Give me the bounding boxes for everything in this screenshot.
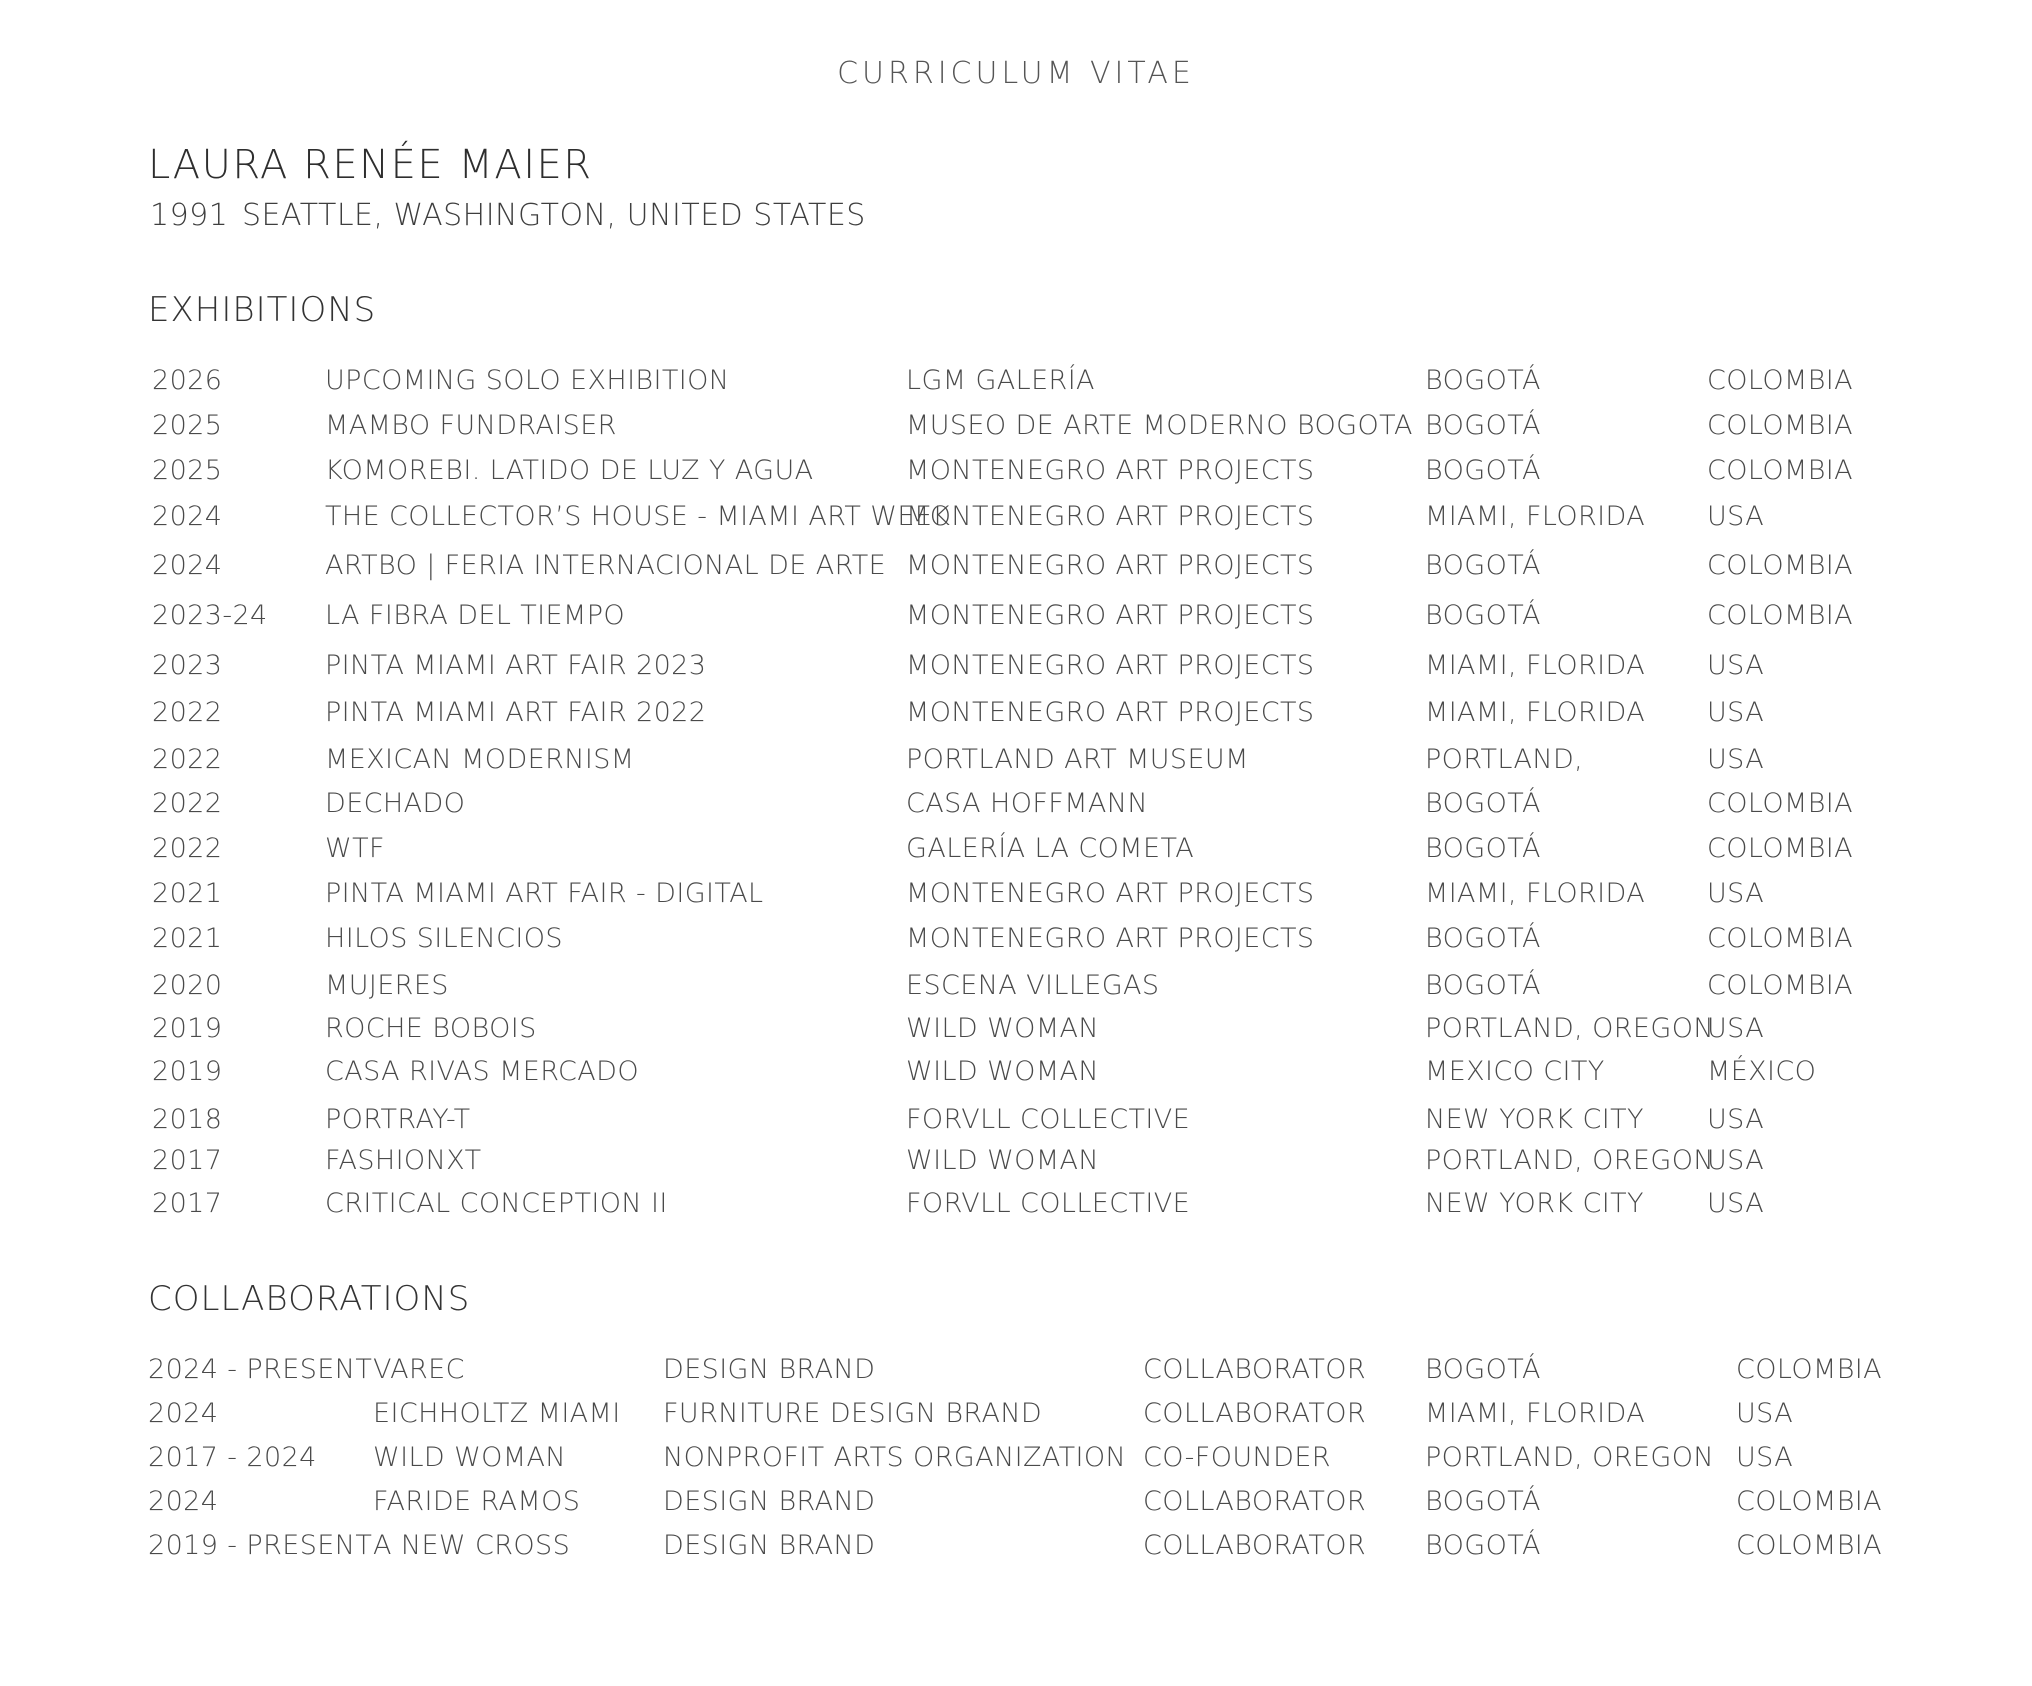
- collaboration-country: USA: [1736, 1398, 1794, 1429]
- exhibitions-heading: EXHIBITIONS: [148, 290, 377, 330]
- collaboration-row: [0, 1482, 2032, 1522]
- artist-name: LAURA RENÉE MAIER: [148, 142, 593, 188]
- exhibition-venue: PORTLAND ART MUSEUM: [906, 744, 1249, 775]
- exhibition-city: BOGOTÁ: [1425, 788, 1541, 819]
- exhibition-city: BOGOTÁ: [1425, 923, 1541, 954]
- exhibition-title: THE COLLECTOR’S HOUSE - MIAMI ART WEEK: [325, 501, 951, 532]
- collaboration-period: 2024: [148, 1486, 219, 1517]
- exhibition-title: WTF: [325, 833, 385, 864]
- exhibition-row: [0, 1141, 2032, 1181]
- exhibition-title: FASHIONXT: [325, 1145, 482, 1176]
- exhibition-country: COLOMBIA: [1707, 550, 1854, 581]
- exhibition-venue: ESCENA VILLEGAS: [906, 970, 1160, 1001]
- collaboration-role: COLLABORATOR: [1143, 1486, 1367, 1517]
- exhibition-venue: MONTENEGRO ART PROJECTS: [906, 650, 1315, 681]
- exhibition-title: CASA RIVAS MERCADO: [325, 1056, 640, 1087]
- collaboration-country: COLOMBIA: [1736, 1354, 1883, 1385]
- exhibition-row: [0, 784, 2032, 824]
- exhibition-row: [0, 546, 2032, 586]
- exhibition-venue: GALERÍA LA COMETA: [906, 833, 1195, 864]
- exhibition-venue: MONTENEGRO ART PROJECTS: [906, 600, 1315, 631]
- exhibition-year: 2024: [152, 501, 223, 532]
- exhibition-country: USA: [1707, 878, 1765, 909]
- exhibition-venue: WILD WOMAN: [906, 1056, 1099, 1087]
- exhibition-city: NEW YORK CITY: [1425, 1104, 1644, 1135]
- collaboration-row: [0, 1438, 2032, 1478]
- collaborations-heading: COLLABORATIONS: [148, 1279, 471, 1319]
- exhibition-year: 2020: [152, 970, 223, 1001]
- exhibition-venue: MONTENEGRO ART PROJECTS: [906, 550, 1315, 581]
- exhibition-city: MIAMI, FLORIDA: [1425, 650, 1646, 681]
- exhibition-row: [0, 1052, 2032, 1092]
- exhibition-row: [0, 1100, 2032, 1140]
- exhibition-country: COLOMBIA: [1707, 365, 1854, 396]
- collaboration-period: 2019 - PRESENT: [148, 1530, 373, 1561]
- collaboration-partner: EICHHOLTZ MIAMI: [373, 1398, 621, 1429]
- exhibition-title: MEXICAN MODERNISM: [325, 744, 635, 775]
- exhibition-city: BOGOTÁ: [1425, 550, 1541, 581]
- exhibition-year: 2017: [152, 1188, 223, 1219]
- exhibition-year: 2022: [152, 833, 223, 864]
- exhibition-title: PINTA MIAMI ART FAIR 2022: [325, 697, 707, 728]
- exhibition-city: MIAMI, FLORIDA: [1425, 697, 1646, 728]
- exhibition-year: 2025: [152, 410, 223, 441]
- exhibition-year: 2022: [152, 744, 223, 775]
- exhibition-row: [0, 596, 2032, 636]
- exhibition-year: 2022: [152, 788, 223, 819]
- birth-year: 1991: [150, 198, 229, 233]
- exhibition-title: ARTBO | FERIA INTERNACIONAL DE ARTE: [325, 550, 887, 581]
- collaboration-period: 2017 - 2024: [148, 1442, 317, 1473]
- exhibition-country: USA: [1707, 697, 1765, 728]
- exhibition-row: [0, 361, 2032, 401]
- exhibition-year: 2019: [152, 1056, 223, 1087]
- collaboration-role: COLLABORATOR: [1143, 1354, 1367, 1385]
- exhibition-title: DECHADO: [325, 788, 466, 819]
- collaboration-period: 2024 - PRESENT: [148, 1354, 373, 1385]
- collaboration-country: COLOMBIA: [1736, 1486, 1883, 1517]
- exhibition-year: 2026: [152, 365, 223, 396]
- exhibition-year: 2022: [152, 697, 223, 728]
- collaboration-type: FURNITURE DESIGN BRAND: [663, 1398, 1043, 1429]
- exhibition-city: MIAMI, FLORIDA: [1425, 878, 1646, 909]
- collaboration-type: DESIGN BRAND: [663, 1486, 876, 1517]
- exhibition-row: [0, 497, 2032, 537]
- exhibition-row: [0, 693, 2032, 733]
- collaboration-city: PORTLAND, OREGON: [1425, 1442, 1714, 1473]
- exhibition-country: USA: [1707, 501, 1765, 532]
- exhibition-city: MEXICO CITY: [1425, 1056, 1605, 1087]
- exhibition-title: PINTA MIAMI ART FAIR 2023: [325, 650, 707, 681]
- exhibition-year: 2021: [152, 878, 223, 909]
- exhibition-venue: MONTENEGRO ART PROJECTS: [906, 878, 1315, 909]
- collaboration-row: [0, 1394, 2032, 1434]
- exhibition-title: CRITICAL CONCEPTION II: [325, 1188, 668, 1219]
- exhibition-row: [0, 829, 2032, 869]
- collaboration-role: COLLABORATOR: [1143, 1398, 1367, 1429]
- collaboration-role: COLLABORATOR: [1143, 1530, 1367, 1561]
- exhibition-city: BOGOTÁ: [1425, 970, 1541, 1001]
- exhibition-title: PINTA MIAMI ART FAIR - DIGITAL: [325, 878, 764, 909]
- exhibition-venue: MUSEO DE ARTE MODERNO BOGOTA: [906, 410, 1413, 441]
- exhibition-country: USA: [1707, 744, 1765, 775]
- exhibition-row: [0, 1009, 2032, 1049]
- exhibition-venue: MONTENEGRO ART PROJECTS: [906, 923, 1315, 954]
- exhibition-country: COLOMBIA: [1707, 410, 1854, 441]
- collaboration-type: DESIGN BRAND: [663, 1530, 876, 1561]
- exhibition-country: USA: [1707, 1013, 1765, 1044]
- exhibition-row: [0, 740, 2032, 780]
- exhibition-country: USA: [1707, 1145, 1765, 1176]
- exhibition-country: COLOMBIA: [1707, 970, 1854, 1001]
- exhibition-country: COLOMBIA: [1707, 923, 1854, 954]
- exhibition-country: COLOMBIA: [1707, 788, 1854, 819]
- exhibition-city: MIAMI, FLORIDA: [1425, 501, 1646, 532]
- exhibition-year: 2019: [152, 1013, 223, 1044]
- exhibition-city: BOGOTÁ: [1425, 410, 1541, 441]
- exhibition-country: USA: [1707, 1104, 1765, 1135]
- exhibition-city: BOGOTÁ: [1425, 600, 1541, 631]
- exhibition-country: USA: [1707, 650, 1765, 681]
- exhibition-venue: MONTENEGRO ART PROJECTS: [906, 501, 1315, 532]
- exhibition-row: [0, 451, 2032, 491]
- exhibition-city: PORTLAND,: [1425, 744, 1584, 775]
- exhibition-row: [0, 919, 2032, 959]
- exhibition-title: KOMOREBI. LATIDO DE LUZ Y AGUA: [325, 455, 814, 486]
- exhibition-venue: WILD WOMAN: [906, 1013, 1099, 1044]
- exhibition-city: NEW YORK CITY: [1425, 1188, 1644, 1219]
- exhibition-title: LA FIBRA DEL TIEMPO: [325, 600, 626, 631]
- collaboration-row: [0, 1526, 2032, 1566]
- collaboration-period: 2024: [148, 1398, 219, 1429]
- exhibition-row: [0, 646, 2032, 686]
- birth-info: [150, 198, 866, 233]
- exhibition-title: ROCHE BOBOIS: [325, 1013, 537, 1044]
- exhibition-city: PORTLAND, OREGON: [1425, 1013, 1714, 1044]
- collaboration-type: DESIGN BRAND: [663, 1354, 876, 1385]
- collaboration-city: MIAMI, FLORIDA: [1425, 1398, 1646, 1429]
- exhibition-title: HILOS SILENCIOS: [325, 923, 563, 954]
- exhibition-venue: CASA HOFFMANN: [906, 788, 1148, 819]
- exhibition-year: 2021: [152, 923, 223, 954]
- exhibition-year: 2023-24: [152, 600, 268, 631]
- document-title: CURRICULUM VITAE: [837, 56, 1195, 91]
- exhibition-title: MUJERES: [325, 970, 449, 1001]
- exhibition-year: 2023: [152, 650, 223, 681]
- exhibition-city: BOGOTÁ: [1425, 833, 1541, 864]
- exhibition-country: COLOMBIA: [1707, 455, 1854, 486]
- exhibition-city: PORTLAND, OREGON: [1425, 1145, 1714, 1176]
- collaboration-city: BOGOTÁ: [1425, 1354, 1541, 1385]
- exhibition-city: BOGOTÁ: [1425, 455, 1541, 486]
- collaboration-city: BOGOTÁ: [1425, 1486, 1541, 1517]
- exhibition-year: 2024: [152, 550, 223, 581]
- exhibition-year: 2017: [152, 1145, 223, 1176]
- exhibition-venue: FORVLL COLLECTIVE: [906, 1188, 1191, 1219]
- collaboration-partner: WILD WOMAN: [373, 1442, 566, 1473]
- collaboration-country: USA: [1736, 1442, 1794, 1473]
- exhibition-row: [0, 966, 2032, 1006]
- exhibition-country: COLOMBIA: [1707, 600, 1854, 631]
- birth-place: SEATTLE, WASHINGTON, UNITED STATES: [242, 198, 866, 233]
- exhibition-row: [0, 1184, 2032, 1224]
- exhibition-venue: WILD WOMAN: [906, 1145, 1099, 1176]
- exhibition-country: COLOMBIA: [1707, 833, 1854, 864]
- exhibition-city: BOGOTÁ: [1425, 365, 1541, 396]
- collaboration-partner: A NEW CROSS: [373, 1530, 571, 1561]
- exhibition-row: [0, 406, 2032, 446]
- exhibition-venue: MONTENEGRO ART PROJECTS: [906, 455, 1315, 486]
- exhibition-country: USA: [1707, 1188, 1765, 1219]
- collaboration-row: [0, 1350, 2032, 1390]
- exhibition-row: [0, 874, 2032, 914]
- collaboration-city: BOGOTÁ: [1425, 1530, 1541, 1561]
- collaboration-country: COLOMBIA: [1736, 1530, 1883, 1561]
- collaboration-partner: FARIDE RAMOS: [373, 1486, 581, 1517]
- exhibition-year: 2025: [152, 455, 223, 486]
- exhibition-venue: FORVLL COLLECTIVE: [906, 1104, 1191, 1135]
- exhibition-year: 2018: [152, 1104, 223, 1135]
- collaboration-partner: VAREC: [373, 1354, 465, 1385]
- exhibition-title: UPCOMING SOLO EXHIBITION: [325, 365, 730, 396]
- collaboration-role: CO-FOUNDER: [1143, 1442, 1331, 1473]
- exhibition-title: PORTRAY-T: [325, 1104, 471, 1135]
- exhibition-venue: LGM GALERÍA: [906, 365, 1095, 396]
- exhibition-country: MÉXICO: [1707, 1056, 1817, 1087]
- exhibition-venue: MONTENEGRO ART PROJECTS: [906, 697, 1315, 728]
- collaboration-type: NONPROFIT ARTS ORGANIZATION: [663, 1442, 1127, 1473]
- exhibition-title: MAMBO FUNDRAISER: [325, 410, 617, 441]
